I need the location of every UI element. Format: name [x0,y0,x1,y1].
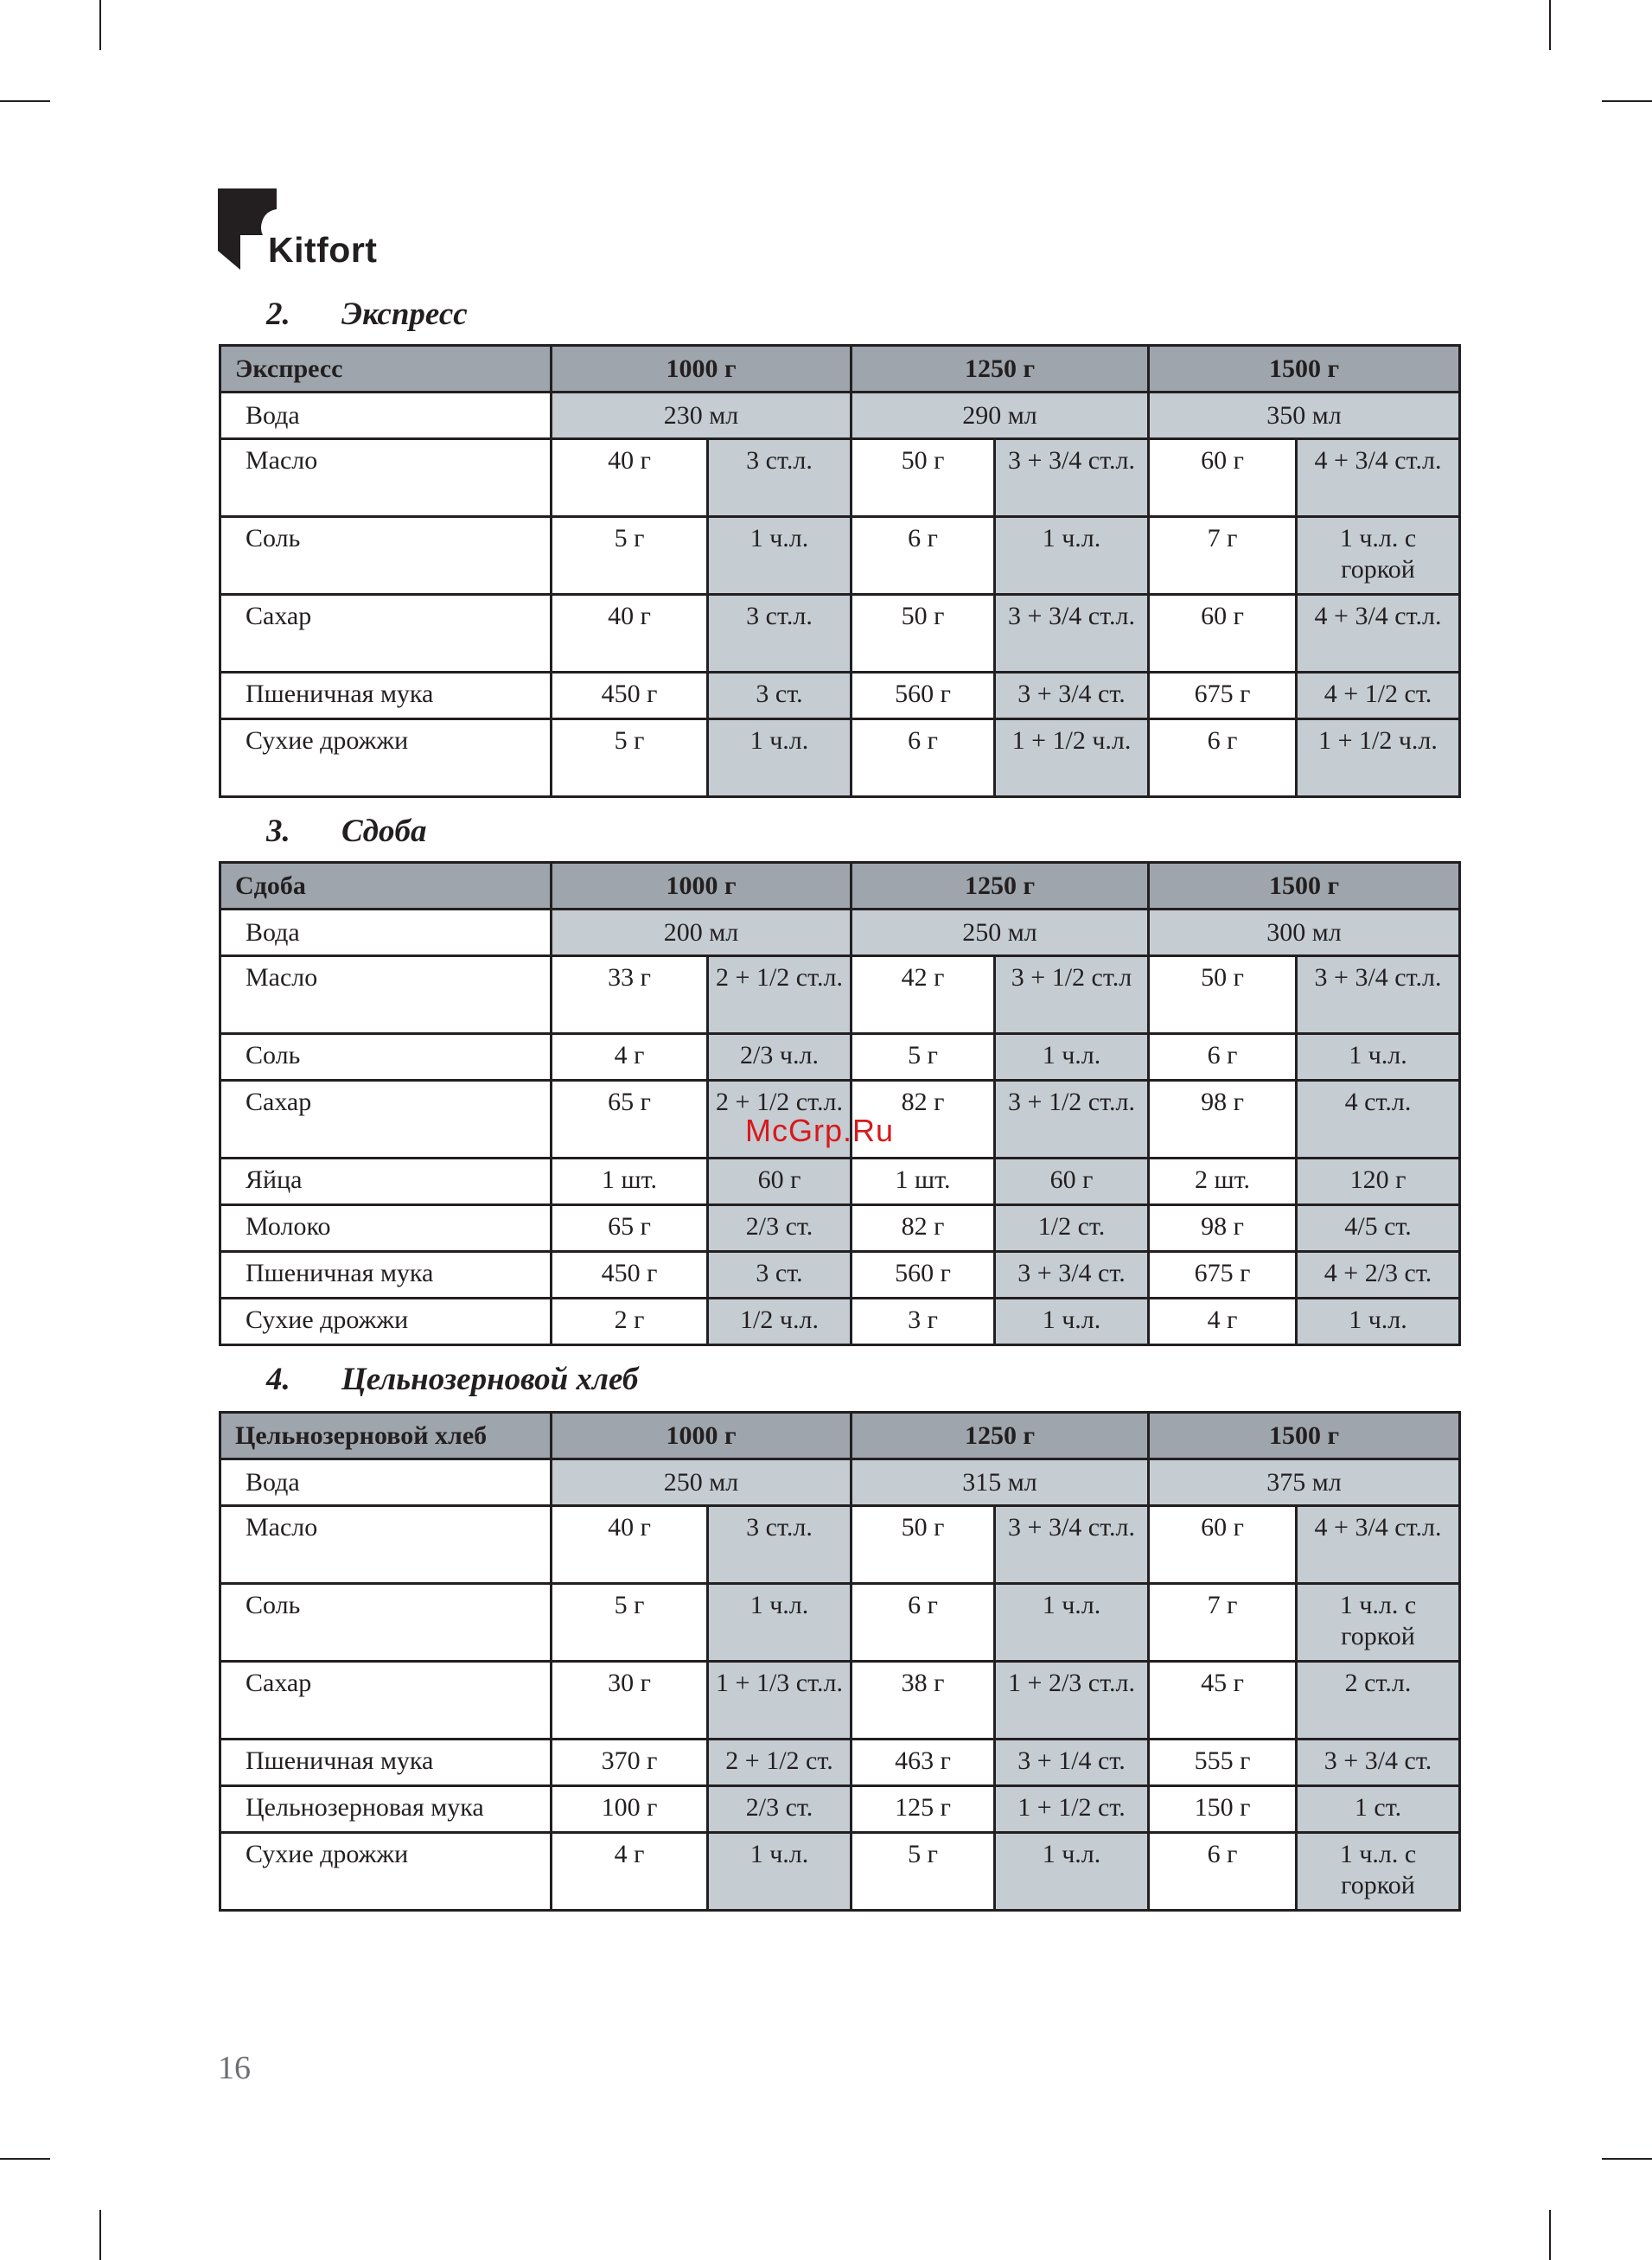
amount-grams: 4 г [1149,1299,1297,1345]
amount-grams: 2 г [552,1299,708,1345]
amount-grams: 3 г [852,1299,995,1345]
amount-measure: 1 + 1/2 ч.л. [995,719,1149,797]
crop-mark [1549,2210,1551,2260]
watermark: McGrp.Ru [745,1113,895,1148]
amount-measure: 3 + 1/4 ст. [995,1740,1149,1786]
table-header-row [220,863,1460,910]
amount-grams: 65 г [552,1081,708,1159]
amount-grams: 5 г [552,1584,708,1662]
ingredient-label: Вода [220,1459,552,1506]
table-header-name: Цельнозерновой хлеб [220,1413,552,1459]
crop-mark [1549,0,1551,50]
ingredient-label: Сахар [220,1662,552,1740]
table-header-weight: 1500 г [1149,346,1460,393]
amount-grams: 4 г [552,1833,708,1911]
table-row [220,1786,1460,1833]
table-header-weight: 1000 г [552,863,852,910]
amount-grams: 125 г [852,1786,995,1833]
amount-measure: 1 + 1/3 ст.л. [708,1662,852,1740]
amount-measure: 60 г [995,1159,1149,1205]
amount-measure: 1 ч.л. [708,1833,852,1911]
section-title [266,296,468,333]
table-row [220,1833,1460,1911]
amount-measure: 1 ч.л. с горкой [1297,517,1460,595]
ingredient-label: Масло [220,1506,552,1584]
ingredient-label: Сахар [220,1081,552,1159]
crop-mark [0,100,50,102]
amount-measure: 1 ч.л. [1297,1034,1460,1081]
amount-grams: 45 г [1149,1662,1297,1740]
crop-mark [99,0,101,50]
amount-grams: 6 г [1149,1833,1297,1911]
amount-grams: 450 г [552,1252,708,1299]
ingredient-label: Масло [220,956,552,1034]
amount-measure: 4 + 3/4 ст.л. [1297,1506,1460,1584]
amount-measure: 3 ст.л. [708,595,852,673]
ingredient-label: Сахар [220,595,552,673]
amount-measure: 1 ч.л. [995,1833,1149,1911]
ingredient-label: Соль [220,1034,552,1081]
table-header-weight: 1000 г [552,346,852,393]
table-row [220,439,1460,517]
ingredient-label: Пшеничная мука [220,1252,552,1299]
amount-measure: 3 + 3/4 ст. [995,1252,1149,1299]
recipe-table [219,1411,1461,1912]
table-row [220,1034,1460,1081]
section-title-text: Цельнозерновой хлеб [341,1362,639,1397]
amount-grams: 370 г [552,1740,708,1786]
amount-measure: 1 + 2/3 ст.л. [995,1662,1149,1740]
amount-grams: 150 г [1149,1786,1297,1833]
crop-mark [1602,2158,1652,2160]
table-row [220,910,1460,956]
amount-grams: 42 г [852,956,995,1034]
amount-measure: 3 + 3/4 ст. [995,673,1149,719]
amount-grams: 1 шт. [552,1159,708,1205]
ingredient-label: Сухие дрожжи [220,1299,552,1345]
amount-grams: 40 г [552,1506,708,1584]
water-amount: 250 мл [852,910,1149,956]
ingredient-label: Пшеничная мука [220,1740,552,1786]
amount-grams: 98 г [1149,1081,1297,1159]
crop-mark [0,2158,50,2160]
ingredient-label: Соль [220,517,552,595]
recipe-table [219,344,1461,798]
water-amount: 300 мл [1149,910,1460,956]
amount-measure: 1 ч.л. [708,719,852,797]
amount-measure: 1 ч.л. [995,1299,1149,1345]
amount-grams: 5 г [852,1833,995,1911]
table-header-name: Сдоба [220,863,552,910]
amount-grams: 5 г [852,1034,995,1081]
amount-grams: 5 г [552,517,708,595]
water-amount: 250 мл [552,1459,852,1506]
amount-grams: 7 г [1149,1584,1297,1662]
brand-logo [218,188,391,271]
table-header-name: Экспресс [220,346,552,393]
ingredient-label: Вода [220,393,552,439]
amount-grams: 6 г [1149,1034,1297,1081]
amount-measure: 2/3 ст. [708,1205,852,1252]
amount-grams: 7 г [1149,517,1297,595]
amount-measure: 3 + 3/4 ст.л. [995,595,1149,673]
amount-grams: 1 шт. [852,1159,995,1205]
amount-measure: 2/3 ст. [708,1786,852,1833]
amount-grams: 5 г [552,719,708,797]
table-row [220,1662,1460,1740]
amount-grams: 30 г [552,1662,708,1740]
amount-measure: 1 ч.л. [995,517,1149,595]
amount-grams: 65 г [552,1205,708,1252]
table-row [220,1740,1460,1786]
amount-grams: 6 г [852,517,995,595]
amount-grams: 60 г [1149,1506,1297,1584]
ingredient-label: Масло [220,439,552,517]
amount-measure: 4 + 3/4 ст.л. [1297,595,1460,673]
amount-measure: 3 + 3/4 ст.л. [995,439,1149,517]
amount-measure: 1 ч.л. [708,1584,852,1662]
amount-measure: 3 ст. [708,1252,852,1299]
ingredient-label: Соль [220,1584,552,1662]
table-row [220,673,1460,719]
section-number: 4. [266,1362,290,1397]
amount-measure: 1 ч.л. с горкой [1297,1833,1460,1911]
amount-measure: 4/5 ст. [1297,1205,1460,1252]
ingredient-label: Сухие дрожжи [220,1833,552,1911]
table-header-weight: 1250 г [852,346,1149,393]
amount-grams: 40 г [552,439,708,517]
amount-measure: 60 г [708,1159,852,1205]
table-header-weight: 1500 г [1149,1413,1460,1459]
table-row [220,393,1460,439]
table-row [220,1252,1460,1299]
amount-measure: 1 ст. [1297,1786,1460,1833]
water-amount: 290 мл [852,393,1149,439]
amount-measure: 2 + 1/2 ст.л. [708,956,852,1034]
water-amount: 315 мл [852,1459,1149,1506]
table-row [220,719,1460,797]
amount-grams: 50 г [852,595,995,673]
water-amount: 350 мл [1149,393,1460,439]
amount-measure: 2/3 ч.л. [708,1034,852,1081]
amount-measure: 3 ст.л. [708,1506,852,1584]
section-title [266,1361,638,1398]
table-header-weight: 1250 г [852,863,1149,910]
amount-measure: 1 ч.л. с горкой [1297,1584,1460,1662]
amount-grams: 560 г [852,1252,995,1299]
section-number: 3. [266,814,290,849]
amount-measure: 2 + 1/2 ст.л. [708,1081,852,1159]
amount-grams: 38 г [852,1662,995,1740]
page-number: 16 [218,2050,251,2086]
amount-measure: 1 ч.л. [995,1034,1149,1081]
table-row [220,517,1460,595]
amount-measure: 4 + 1/2 ст. [1297,673,1460,719]
amount-grams: 98 г [1149,1205,1297,1252]
amount-measure: 3 + 3/4 ст.л. [995,1506,1149,1584]
water-amount: 375 мл [1149,1459,1460,1506]
ingredient-label: Вода [220,910,552,956]
crop-mark [1602,100,1652,102]
table-row [220,956,1460,1034]
amount-measure: 1 + 1/2 ч.л. [1297,719,1460,797]
amount-grams: 6 г [1149,719,1297,797]
amount-measure: 1 ч.л. [995,1584,1149,1662]
table-row [220,1459,1460,1506]
section-number: 2. [266,297,290,332]
amount-grams: 50 г [852,439,995,517]
ingredient-label: Яйца [220,1159,552,1205]
ingredient-label: Сухие дрожжи [220,719,552,797]
amount-measure: 4 + 2/3 ст. [1297,1252,1460,1299]
amount-measure: 1 + 1/2 ст. [995,1786,1149,1833]
table-header-row [220,1413,1460,1459]
amount-grams: 675 г [1149,1252,1297,1299]
table-header-weight: 1500 г [1149,863,1460,910]
amount-measure: 3 ст. [708,673,852,719]
amount-grams: 2 шт. [1149,1159,1297,1205]
recipe-table [219,861,1461,1346]
amount-grams: 33 г [552,956,708,1034]
amount-grams: 82 г [852,1205,995,1252]
amount-grams: 82 г [852,1081,995,1159]
amount-grams: 6 г [852,1584,995,1662]
table-row [220,1299,1460,1345]
table-header-weight: 1250 г [852,1413,1149,1459]
amount-grams: 4 г [552,1034,708,1081]
table-row [220,1205,1460,1252]
amount-measure: 3 + 1/2 ст.л. [995,1081,1149,1159]
section-title-text: Сдоба [341,814,427,849]
amount-measure: 1/2 ч.л. [708,1299,852,1345]
amount-measure: 1/2 ст. [995,1205,1149,1252]
amount-grams: 50 г [1149,956,1297,1034]
table-row [220,1506,1460,1584]
ingredient-label: Цельнозерновая мука [220,1786,552,1833]
amount-measure: 3 ст.л. [708,439,852,517]
amount-grams: 560 г [852,673,995,719]
amount-measure: 2 ст.л. [1297,1662,1460,1740]
amount-grams: 463 г [852,1740,995,1786]
water-amount: 200 мл [552,910,852,956]
amount-grams: 100 г [552,1786,708,1833]
amount-measure: 2 + 1/2 ст. [708,1740,852,1786]
brand-name: Kitfort [268,230,378,270]
ingredient-label: Пшеничная мука [220,673,552,719]
amount-grams: 555 г [1149,1740,1297,1786]
crop-mark [99,2210,101,2260]
amount-grams: 60 г [1149,439,1297,517]
amount-grams: 40 г [552,595,708,673]
water-amount: 230 мл [552,393,852,439]
amount-measure: 120 г [1297,1159,1460,1205]
amount-grams: 6 г [852,719,995,797]
amount-measure: 4 ст.л. [1297,1081,1460,1159]
amount-grams: 675 г [1149,673,1297,719]
amount-measure: 3 + 1/2 ст.л [995,956,1149,1034]
section-title-text: Экспресс [341,297,468,332]
amount-measure: 4 + 3/4 ст.л. [1297,439,1460,517]
table-header-weight: 1000 г [552,1413,852,1459]
amount-grams: 450 г [552,673,708,719]
amount-measure: 1 ч.л. [708,517,852,595]
amount-measure: 1 ч.л. [1297,1299,1460,1345]
table-header-row [220,346,1460,393]
ingredient-label: Молоко [220,1205,552,1252]
table-row [220,595,1460,673]
amount-grams: 50 г [852,1506,995,1584]
amount-measure: 3 + 3/4 ст.л. [1297,956,1460,1034]
table-row [220,1159,1460,1205]
table-row [220,1584,1460,1662]
section-title [266,813,427,850]
amount-grams: 60 г [1149,595,1297,673]
amount-measure: 3 + 3/4 ст. [1297,1740,1460,1786]
